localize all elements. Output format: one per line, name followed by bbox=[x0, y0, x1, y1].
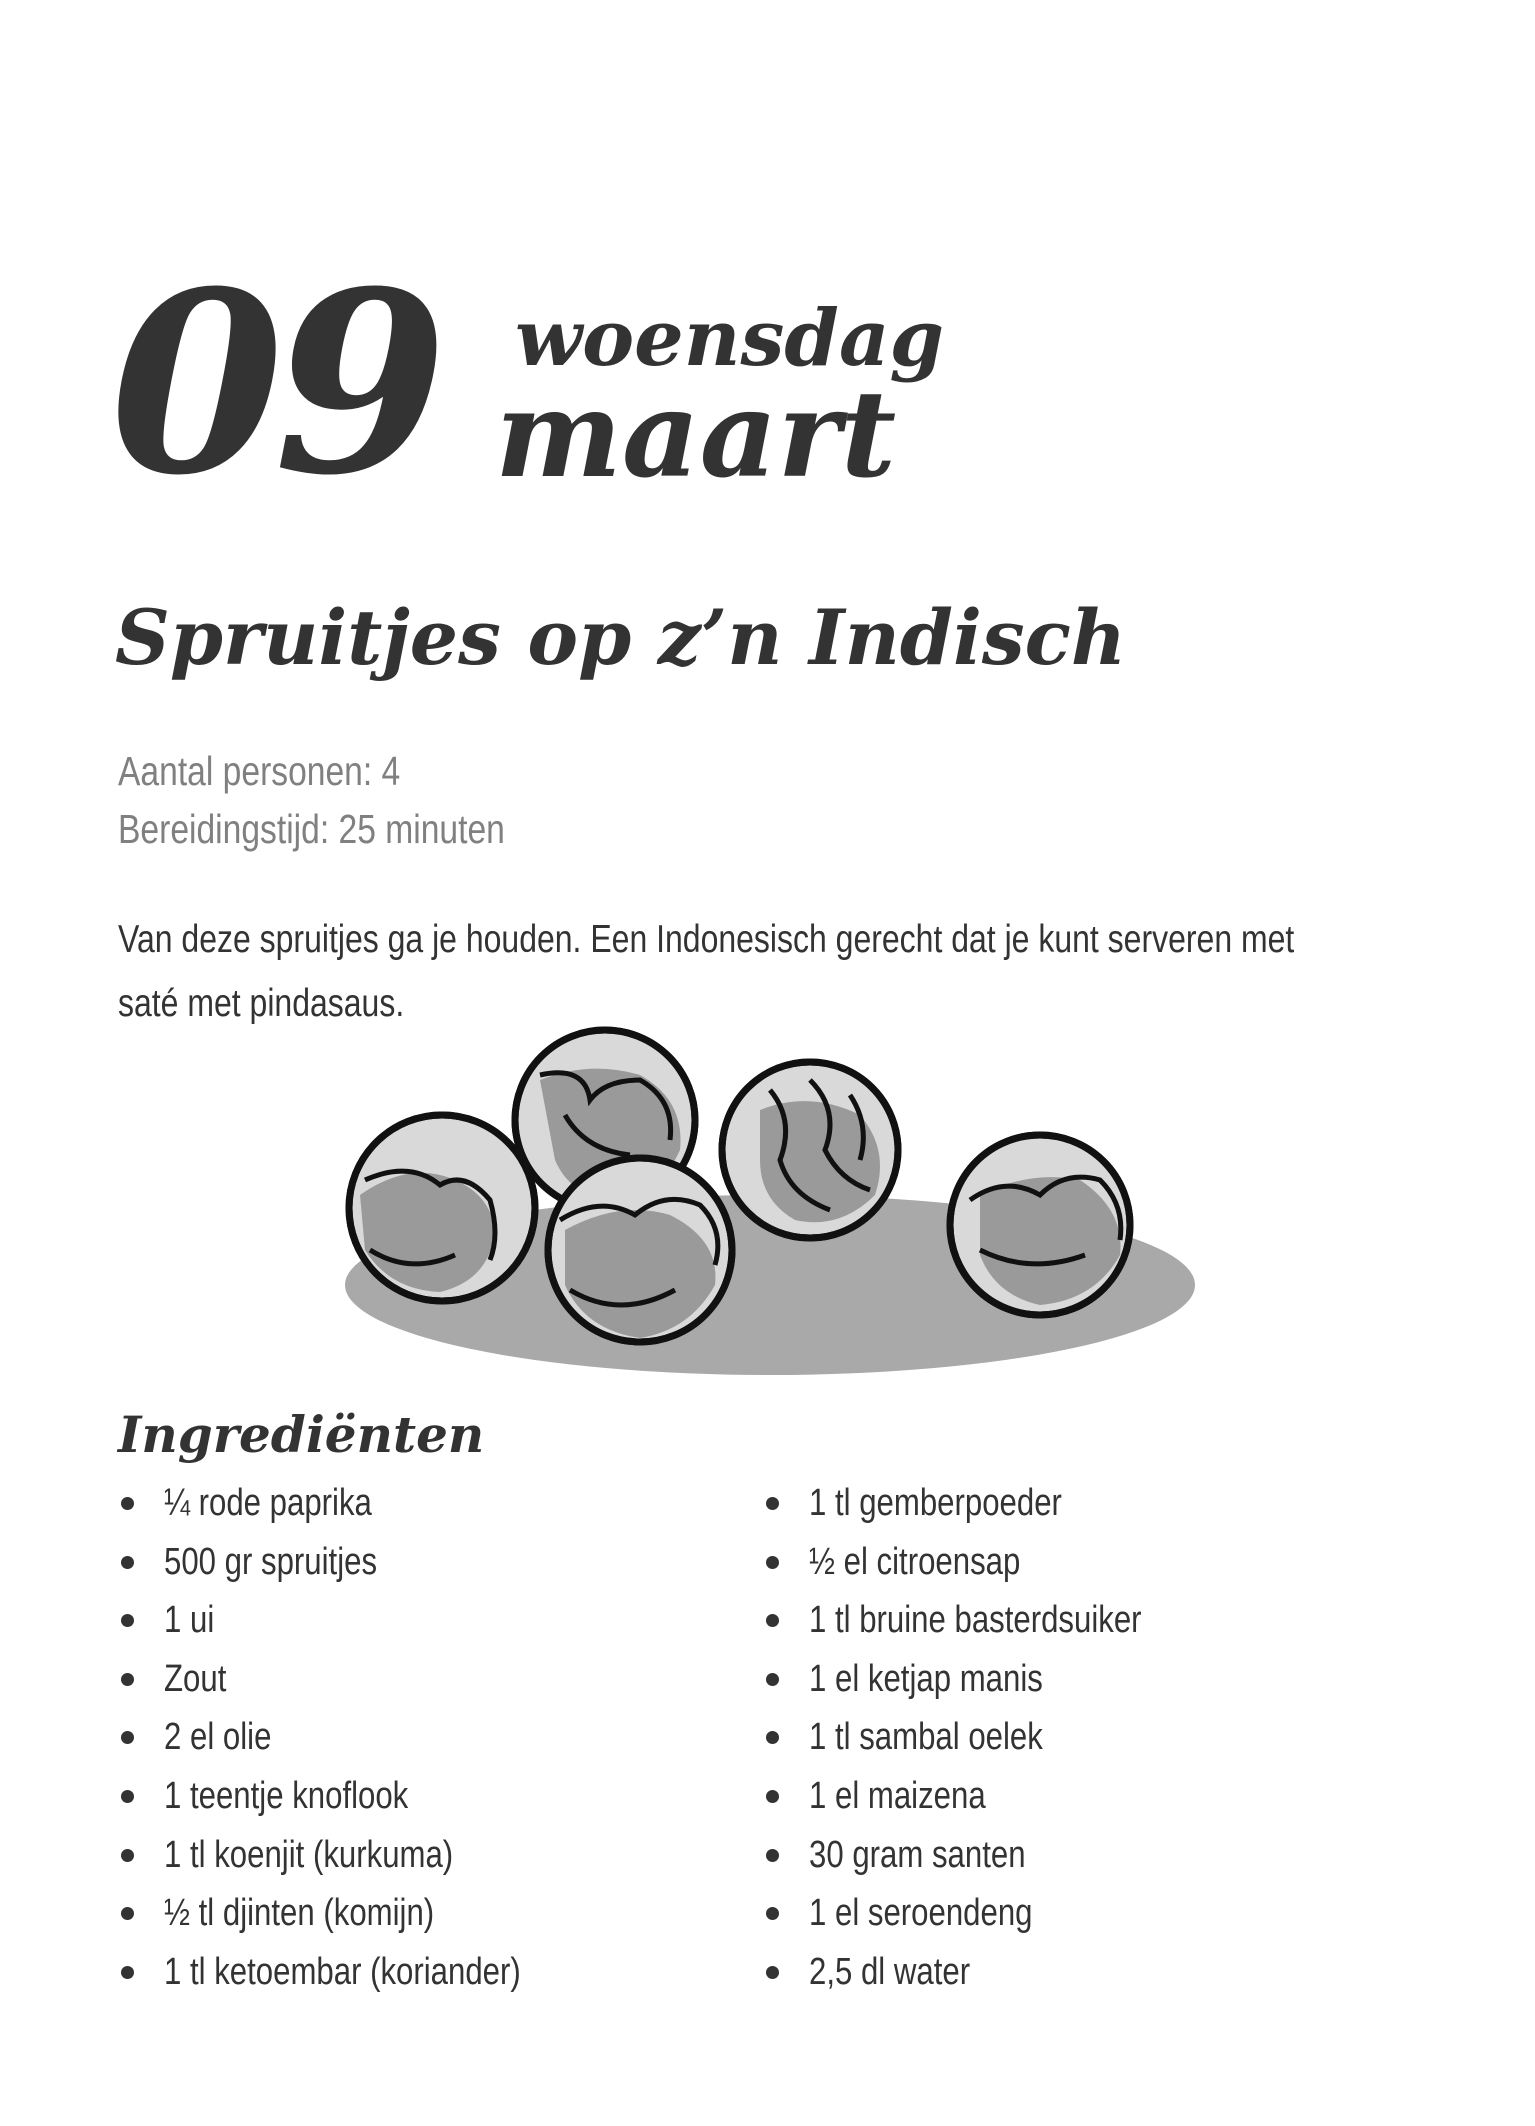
servings-text: Aantal personen: 4 bbox=[118, 748, 401, 794]
ingredient-text: 2,5 dl water bbox=[809, 1950, 971, 1993]
ingredient-text: 1 teentje knoflook bbox=[164, 1774, 409, 1817]
date-month: maart bbox=[495, 364, 897, 505]
bullet-icon bbox=[766, 1614, 779, 1627]
ingredient-item bbox=[763, 1650, 1215, 1709]
sprout-4-icon bbox=[722, 1062, 898, 1238]
bullet-icon bbox=[121, 1966, 134, 1979]
ingredient-text: 1 tl ketoembar (koriander) bbox=[164, 1950, 521, 1993]
bullet-icon bbox=[766, 1907, 779, 1920]
ingredients-heading: Ingrediënten bbox=[118, 1405, 485, 1464]
ingredient-item bbox=[118, 1474, 599, 1533]
ingredient-text: 1 tl bruine basterdsuiker bbox=[809, 1599, 1142, 1642]
ingredient-item bbox=[763, 1767, 1215, 1826]
ingredient-item bbox=[763, 1533, 1215, 1592]
bullet-icon bbox=[766, 1849, 779, 1862]
bullet-icon bbox=[766, 1790, 779, 1803]
sprout-3-icon bbox=[548, 1158, 732, 1342]
ingredient-text: ½ tl djinten (komijn) bbox=[164, 1892, 435, 1935]
ingredients-list-left bbox=[118, 1474, 599, 2001]
bullet-icon bbox=[121, 1731, 134, 1744]
ingredient-text: 1 tl koenjit (kurkuma) bbox=[164, 1833, 454, 1876]
ingredient-item bbox=[118, 1591, 599, 1650]
recipe-intro bbox=[118, 908, 1430, 1036]
bullet-icon bbox=[121, 1790, 134, 1803]
bullet-icon bbox=[766, 1673, 779, 1686]
bullet-icon bbox=[766, 1731, 779, 1744]
ingredient-text: 1 el ketjap manis bbox=[809, 1657, 1043, 1700]
ingredient-item bbox=[118, 1943, 599, 2002]
ingredient-text: 1 el seroendeng bbox=[809, 1892, 1033, 1935]
intro-line-2: saté met pindasaus. bbox=[118, 982, 405, 1025]
ingredient-item bbox=[118, 1884, 599, 1943]
ingredient-item bbox=[763, 1474, 1215, 1533]
ingredients-list-right bbox=[763, 1474, 1215, 2001]
ingredient-text: 1 el maizena bbox=[809, 1774, 986, 1817]
ingredient-text: 1 tl sambal oelek bbox=[809, 1716, 1043, 1759]
ingredient-text: 2 el olie bbox=[164, 1716, 272, 1759]
ingredient-item bbox=[763, 1884, 1215, 1943]
ingredient-item bbox=[118, 1826, 599, 1885]
recipe-meta bbox=[118, 742, 505, 858]
date-weekday: woensdag bbox=[515, 293, 945, 384]
brussels-sprouts-illustration bbox=[340, 1020, 1200, 1385]
ingredient-item bbox=[763, 1943, 1215, 2002]
bullet-icon bbox=[766, 1556, 779, 1569]
sprout-1-icon bbox=[349, 1115, 535, 1301]
prep-time-text: Bereidingstijd: 25 minuten bbox=[118, 806, 505, 852]
bullet-icon bbox=[121, 1556, 134, 1569]
ingredient-text: Zout bbox=[164, 1657, 227, 1700]
bullet-icon bbox=[121, 1497, 134, 1510]
ingredient-item bbox=[763, 1826, 1215, 1885]
bullet-icon bbox=[766, 1966, 779, 1979]
bullet-icon bbox=[121, 1849, 134, 1862]
bullet-icon bbox=[121, 1673, 134, 1686]
ingredient-text: 500 gr spruitjes bbox=[164, 1540, 378, 1583]
ingredient-text: ½ el citroensap bbox=[809, 1540, 1021, 1583]
ingredient-item bbox=[763, 1591, 1215, 1650]
recipe-title: Spruitjes op z’n Indisch bbox=[115, 593, 1127, 682]
bullet-icon bbox=[121, 1907, 134, 1920]
date-day-number: 09 bbox=[110, 236, 438, 530]
ingredient-item bbox=[763, 1708, 1215, 1767]
ingredient-text: 30 gram santen bbox=[809, 1833, 1026, 1876]
intro-line-1: Van deze spruitjes ga je houden. Een Indonesisch gerecht dat je kunt serveren met bbox=[118, 918, 1295, 961]
ingredient-item bbox=[118, 1767, 599, 1826]
bullet-icon bbox=[766, 1497, 779, 1510]
ingredient-text: 1 tl gemberpoeder bbox=[809, 1482, 1062, 1524]
ingredient-item bbox=[118, 1533, 599, 1592]
ingredient-item bbox=[118, 1708, 599, 1767]
bullet-icon bbox=[121, 1614, 134, 1627]
ingredient-text: ¼ rode paprika bbox=[164, 1482, 372, 1524]
sprout-5-icon bbox=[950, 1135, 1130, 1315]
ingredient-item bbox=[118, 1650, 599, 1709]
ingredient-text: 1 ui bbox=[164, 1599, 215, 1642]
